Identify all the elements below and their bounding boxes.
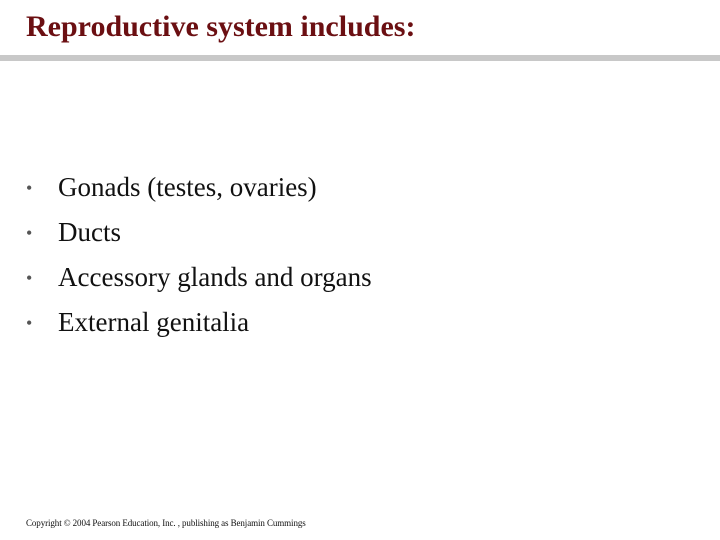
title-divider [0,55,720,61]
bullet-item [26,172,372,217]
bullet-text: External genitalia [58,307,250,337]
bullet-icon: • [26,178,33,198]
bullet-text: Gonads (testes, ovaries) [58,172,317,202]
bullet-list [26,172,372,352]
copyright-notice: Copyright © 2004 Pearson Education, Inc. , publishing as Benjamin Cummings [26,518,306,528]
bullet-item [26,262,372,307]
bullet-icon: • [26,313,33,333]
bullet-icon: • [26,268,33,288]
bullet-item [26,217,372,262]
bullet-text: Ducts [58,217,121,247]
bullet-text: Accessory glands and organs [58,262,372,292]
slide-title: Reproductive system includes: [26,10,416,43]
bullet-item [26,307,372,352]
bullet-icon: • [26,223,33,243]
